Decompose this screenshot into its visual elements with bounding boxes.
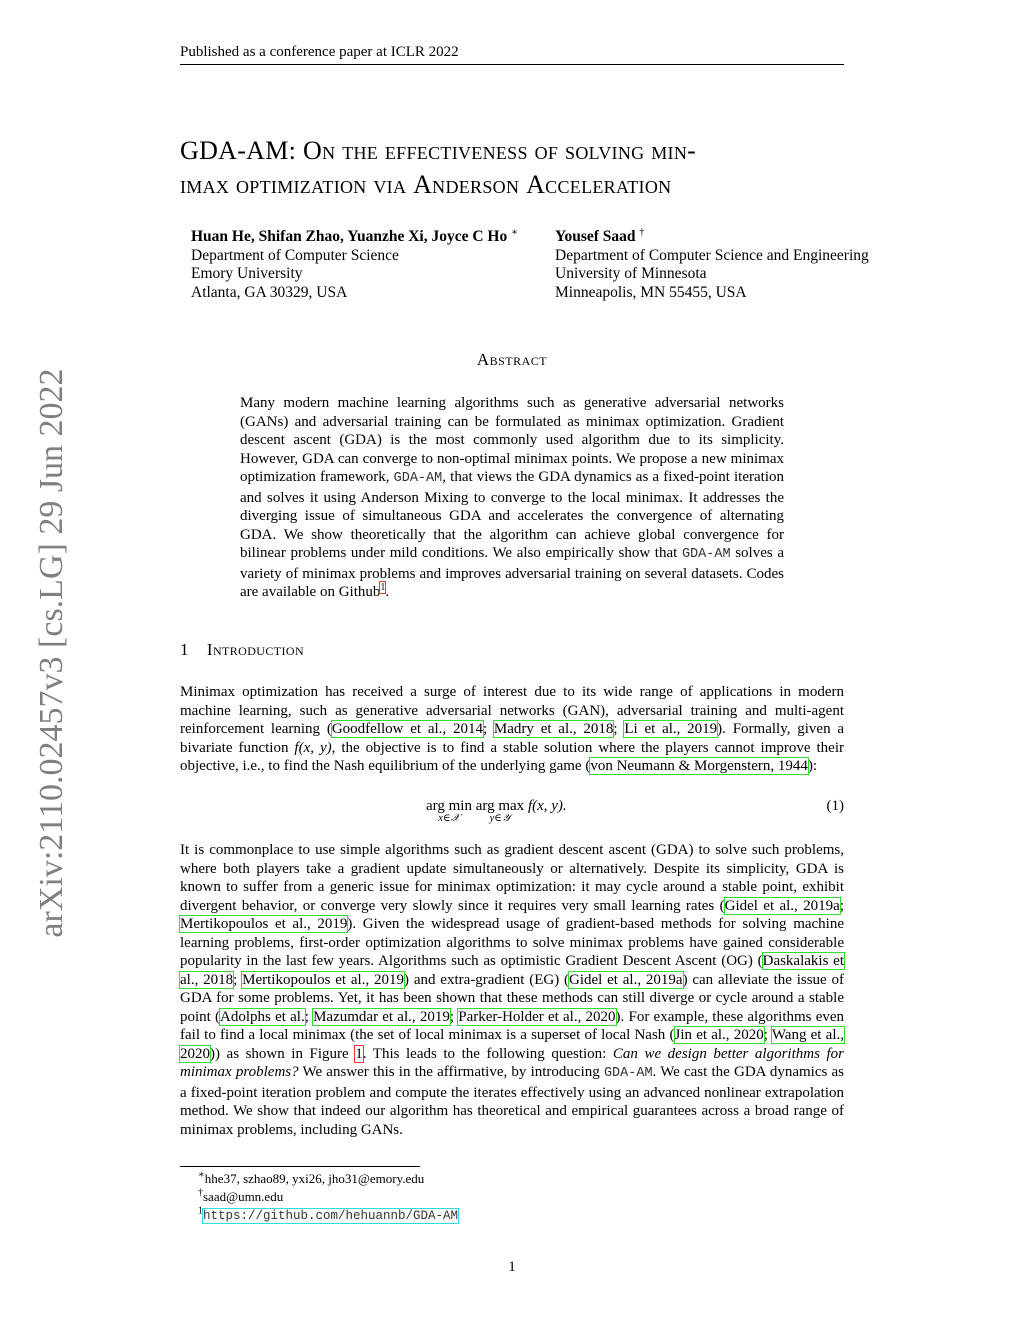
title-part: nderson [432,170,527,199]
citation-link[interactable]: Mertikopoulos et al., 2019 [242,971,405,988]
footnote-mark: † [198,1187,203,1199]
title-part: imax optimization via [180,170,414,199]
text: ): [807,758,818,774]
section-number: 1 [180,640,189,659]
math-inline: f(x, y) [294,739,332,756]
section-title: ntroduction [212,640,305,659]
title-part: n the effectiveness of solving min- [322,136,697,165]
abstract-text: . [385,584,390,600]
text: ). Formally, given a bivariate function [180,721,845,756]
paper-title [180,134,880,202]
abstract-text: , that views the GDA dynamics as a fixed-point iteration and solves it using Anderson Mixing to converge to the local minimax. It addresses the diverging issue of simultaneous GDA and accelerates the convergence of alternating GDA. We show theoretically that the algorithm can achieve global convergence for bilinear problems under mild conditions. We also empirically show that [240,469,784,561]
text: )) as shown in Figure [210,1045,356,1062]
citation-link[interactable]: Mertikopoulos et al., 2019 [180,916,348,932]
footnotes [198,1170,458,1225]
author-names: Yousef Saad [555,228,636,245]
title-part: A [526,170,546,199]
author-block-1 [191,228,518,302]
footnote-mark: † [639,226,645,238]
citation-link[interactable]: Madry et al., 2018 [493,721,614,737]
citation-link[interactable]: von Neumann & Morgenstern, 1944 [590,758,808,774]
section-title: I [206,640,213,659]
citation-link[interactable]: Gidel et al., 2019a [724,897,840,914]
footnote-link[interactable]: 1 [380,582,386,593]
abstract-body [240,394,784,602]
author-names: Huan He, Shifan Zhao, Yuanzhe Xi, Joyce C Ho [191,228,508,245]
footnote-mark: ∗ [198,1169,205,1181]
argmax-operator [476,798,524,825]
arxiv-stamp: arXiv:2110.02457v3 [cs.LG] 29 Jun 2022 [33,368,70,938]
text: It is commonplace to use simple algorithms such as gradient descent ascent (GDA) to solve such problems, where both players take a gradient update simultaneously or alternatively. Despite its simplicity, GDA is known to suffer from a generic issue for minimax optimization: it may cycle around a stable point, exhibit divergent behavior, or converge very slowly since it requires very small learning rates ( [180,842,844,914]
method-name: GDA-AM [393,471,443,486]
operator-subscript: x∈𝒳 [438,813,460,824]
citation-link[interactable]: Li et al., 2019 [624,721,718,737]
citation-link[interactable]: Daskalakis et al., 2018 [180,953,844,988]
footnote-3 [198,1206,458,1225]
argmin-operator [426,798,472,825]
text: . We cast the GDA dynamics as a fixed-point iteration problem and compute the iterates effectively using an advanced nonlinear extrapolation method. We show that indeed our algorithm has theoretical and empirical guarantees across a broad range of minimax problems, including GANs. [180,1064,844,1138]
equation-number: (1) [826,798,844,814]
heading-part: bstract [489,350,548,369]
citation-link[interactable]: Gidel et al., 2019a [569,971,683,988]
abstract-heading [0,350,1024,370]
research-question: Can we design better algorithms for minimax problems? [180,1045,844,1080]
equation-1 [180,798,844,832]
author-univ: University of Minnesota [555,265,707,282]
intro-paragraph-1 [180,683,844,776]
operator-text: arg min [426,798,472,814]
figure-link[interactable]: 1 [355,1045,363,1062]
footnote-text: hhe37, szhao89, yxi26, jho31@emory.edu [204,1171,425,1186]
intro-paragraph-2 [180,841,844,1139]
title-line-2 [180,168,880,202]
text: , the objective is to find a stable solution where the players cannot improve their objective, i.e., to find the Nash equilibrium of the underlying game ( [180,739,844,774]
page-number: 1 [508,1259,516,1275]
footnote-text: saad@umn.edu [203,1189,284,1204]
text: We answer this in the affirmative, by introducing [298,1064,604,1080]
running-header: Published as a conference paper at ICLR 2022 [180,44,844,65]
title-part: cceleration [545,170,672,199]
text: ; [839,897,844,914]
title-part: A [413,170,433,199]
method-name: GDA-AM [603,1066,653,1081]
title-line-1 [180,134,880,168]
author-univ: Emory University [191,265,303,282]
citation-link[interactable]: Adolphs et al. [220,1008,305,1025]
github-url-link[interactable]: https://github.com/hehuannb/GDA-AM [203,1209,459,1223]
section-heading [180,640,304,660]
text: ; [482,721,494,737]
author-city: Atlanta, GA 30329, USA [191,283,348,301]
operator-text: arg max [475,798,525,814]
text: ; [233,971,243,988]
text: ). For example, these algorithms even fail to find a local minimax (the set of local minimax is a superset of local Nash ( [180,1008,845,1043]
author-block-2 [555,228,869,302]
text: ; [613,721,625,737]
equation-body: f(x, y). [527,798,567,814]
citation-link[interactable]: Jin et al., 2020 [674,1027,764,1043]
text: ) and extra-gradient (EG) ( [404,971,570,988]
heading-part: A [476,350,490,369]
citation-link[interactable]: Parker-Holder et al., 2020 [458,1008,616,1025]
text: ; [304,1008,314,1025]
author-dept: Department of Computer Science [191,246,399,264]
author-city: Minneapolis, MN 55455, USA [555,283,747,301]
operator-subscript: y∈𝒴 [489,813,511,824]
footnote-2 [198,1188,458,1206]
title-part: GDA-AM: O [180,136,323,165]
footnote-mark: ∗ [511,226,518,238]
text: Minimax optimization has received a surge of interest due to its wide range of applications in modern machine learning, such as generative adversarial networks (GAN), adversarial training and multi-agent reinforcement learning ( [180,684,844,737]
footnote-1 [198,1170,458,1188]
footnote-rule [180,1166,420,1167]
footnote-mark: 1 [198,1205,203,1217]
citation-link[interactable]: Goodfellow et al., 2014 [331,721,483,737]
abstract-text: Many modern machine learning algorithms such as generative adversarial networks (GANs) and adversarial training can be formulated as minimax optimization. Gradient descent ascent (GDA) is the most commonly used algorithm due to its simplicity. However, GDA can converge to non-optimal minimax points. We propose a new minimax optimization framework, [240,395,784,485]
text: ). Given the widespread usage of gradient-based methods for solving machine learning problems, first-order optimization algorithms to solve minimax problems have gained considerable popularity in the last few years. Algorithms such as optimistic Gradient Descent Ascent (OG) ( [180,916,845,969]
text: ) can alleviate the issue of GDA for some problems. Yet, it has been shown that these methods can still diverge or cycle around a stable point ( [180,971,845,1025]
author-dept: Department of Computer Science and Engineering [555,246,869,264]
abstract-text: solves a variety of minimax problems and improves adversarial training on several datasets. Codes are available on Github [240,545,784,600]
method-name: GDA-AM [681,547,731,562]
text: . This leads to the following question: [362,1045,613,1062]
citation-link[interactable]: Mazumdar et al., 2019 [313,1008,450,1025]
text: ; [763,1027,772,1043]
citation-link[interactable]: Wang et al., 2020 [180,1027,844,1062]
text: ; [449,1008,459,1025]
